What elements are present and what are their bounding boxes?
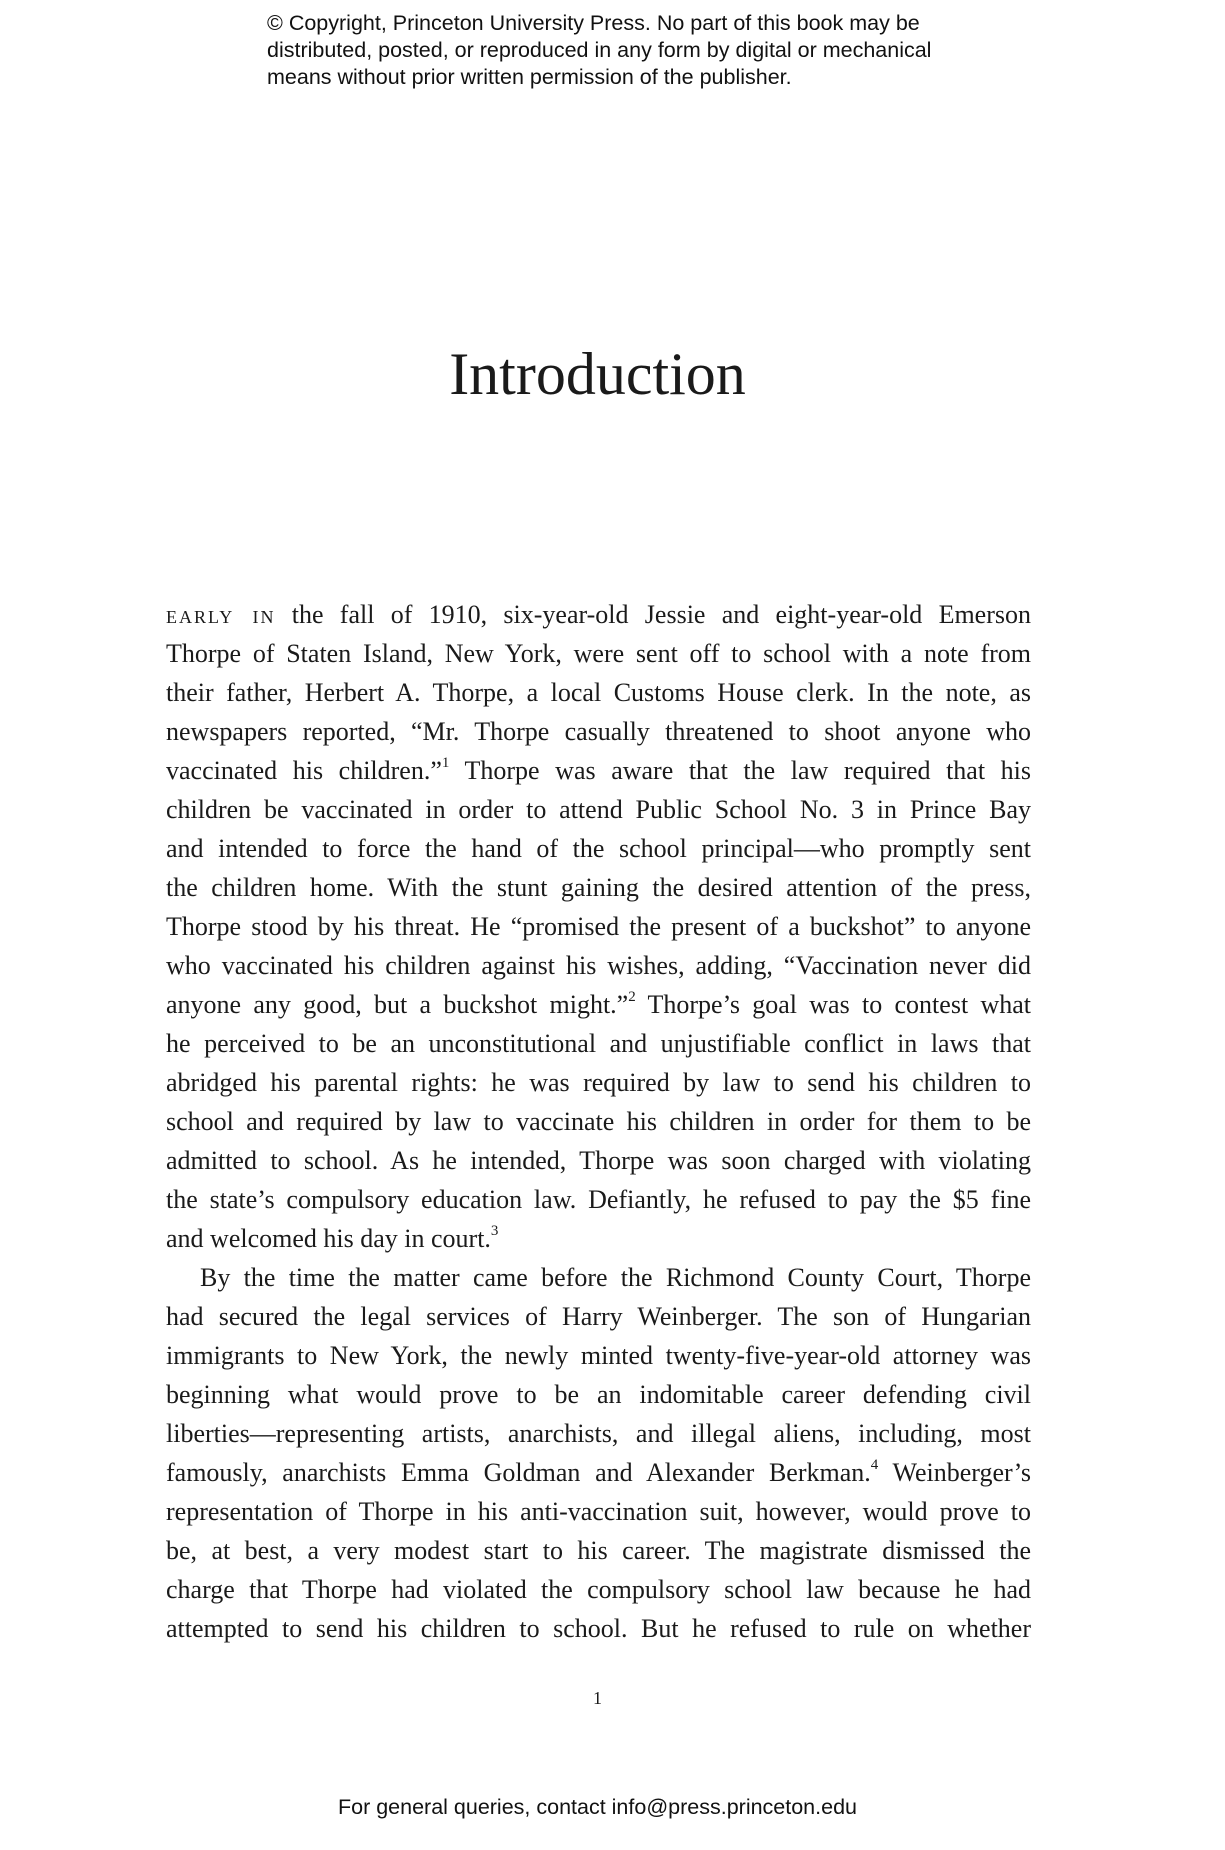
text-line: representation of Thorpe in his anti-vaccination suit, however, would prove to — [166, 1497, 1031, 1526]
opening-small-caps: early in — [166, 600, 276, 629]
text-line: anyone any good, but a buckshot might.”$^2$ Thorpe’s goal was to contest what — [166, 989, 1031, 1019]
text-line: vaccinated his children.”$^1$ Thorpe was aware that the law required that his — [166, 755, 1031, 785]
copyright-line: means without prior written permission of the publisher. — [267, 65, 792, 89]
text-line: Thorpe stood by his threat. He “promised the present of a buckshot” to anyone — [166, 912, 1031, 941]
text-line: children be vaccinated in order to attend Public School No. 3 in Prince Bay — [166, 795, 1031, 824]
text-line: charge that Thorpe had violated the compulsory school law because he had — [166, 1575, 1031, 1604]
footer-contact: For general queries, contact info@press.princeton.edu — [337, 1795, 857, 1819]
text-line: he perceived to be an unconstitutional and unjustifiable conflict in laws that — [166, 1029, 1031, 1058]
text-line: immigrants to New York, the newly minted twenty-five-year-old attorney was — [166, 1341, 1031, 1370]
text-line: attempted to send his children to school. But he refused to rule on whether — [166, 1614, 1031, 1643]
text-line: famously, anarchists Emma Goldman and Alexander Berkman.$^4$ Weinberger’s — [166, 1457, 1031, 1487]
text-line: admitted to school. As he intended, Thorpe was soon charged with violating — [166, 1146, 1031, 1175]
text-line: school and required by law to vaccinate his children in order for them to be — [166, 1107, 1031, 1136]
copyright-notice — [267, 10, 1007, 91]
paragraph — [166, 595, 1031, 1258]
copyright-line: © Copyright, Princeton University Press. No part of this book may be — [267, 11, 920, 35]
text-line: abridged his parental rights: he was required by law to send his children to — [166, 1068, 1031, 1097]
text-line: the children home. With the stunt gaining the desired attention of the press, — [166, 873, 1031, 902]
text-line: By the time the matter came before the Richmond County Court, Thorpe — [200, 1263, 1031, 1292]
body-text — [166, 595, 1031, 1648]
footnote-ref[interactable]: 2 — [628, 989, 636, 1006]
text-line: had secured the legal services of Harry Weinberger. The son of Hungarian — [166, 1302, 1031, 1331]
text-line: beginning what would prove to be an indomitable career defending civil — [166, 1380, 1031, 1409]
footnote-ref[interactable]: 4 — [870, 1457, 879, 1474]
text-line: early in the fall of 1910, six-year-old Jessie and eight-year-old Emerson — [166, 600, 1031, 629]
text-line: newspapers reported, “Mr. Thorpe casually threatened to shoot anyone who — [166, 717, 1031, 746]
text-line: and intended to force the hand of the school principal—who promptly sent — [166, 834, 1031, 863]
text-line: liberties—representing artists, anarchists, and illegal aliens, including, most — [166, 1419, 1031, 1448]
text-line: be, at best, a very modest start to his career. The magistrate dismissed the — [166, 1536, 1031, 1565]
chapter-title: Introduction — [449, 341, 746, 407]
text-line: Thorpe of Staten Island, New York, were sent off to school with a note from — [166, 639, 1031, 668]
footnote-ref[interactable]: 1 — [441, 755, 450, 772]
footnote-ref[interactable]: 3 — [490, 1223, 499, 1240]
copyright-line: distributed, posted, or reproduced in any form by digital or mechanical — [267, 38, 932, 62]
paragraph — [166, 1258, 1031, 1648]
text-line: the state’s compulsory education law. Defiantly, he refused to pay the $5 fine — [166, 1185, 1031, 1214]
text-line: and welcomed his day in court.$^3$ — [166, 1223, 499, 1253]
text-line: who vaccinated his children against his wishes, adding, “Vaccination never did — [166, 951, 1031, 980]
page-number: 1 — [593, 1688, 602, 1708]
text-line: their father, Herbert A. Thorpe, a local Customs House clerk. In the note, as — [166, 678, 1031, 707]
